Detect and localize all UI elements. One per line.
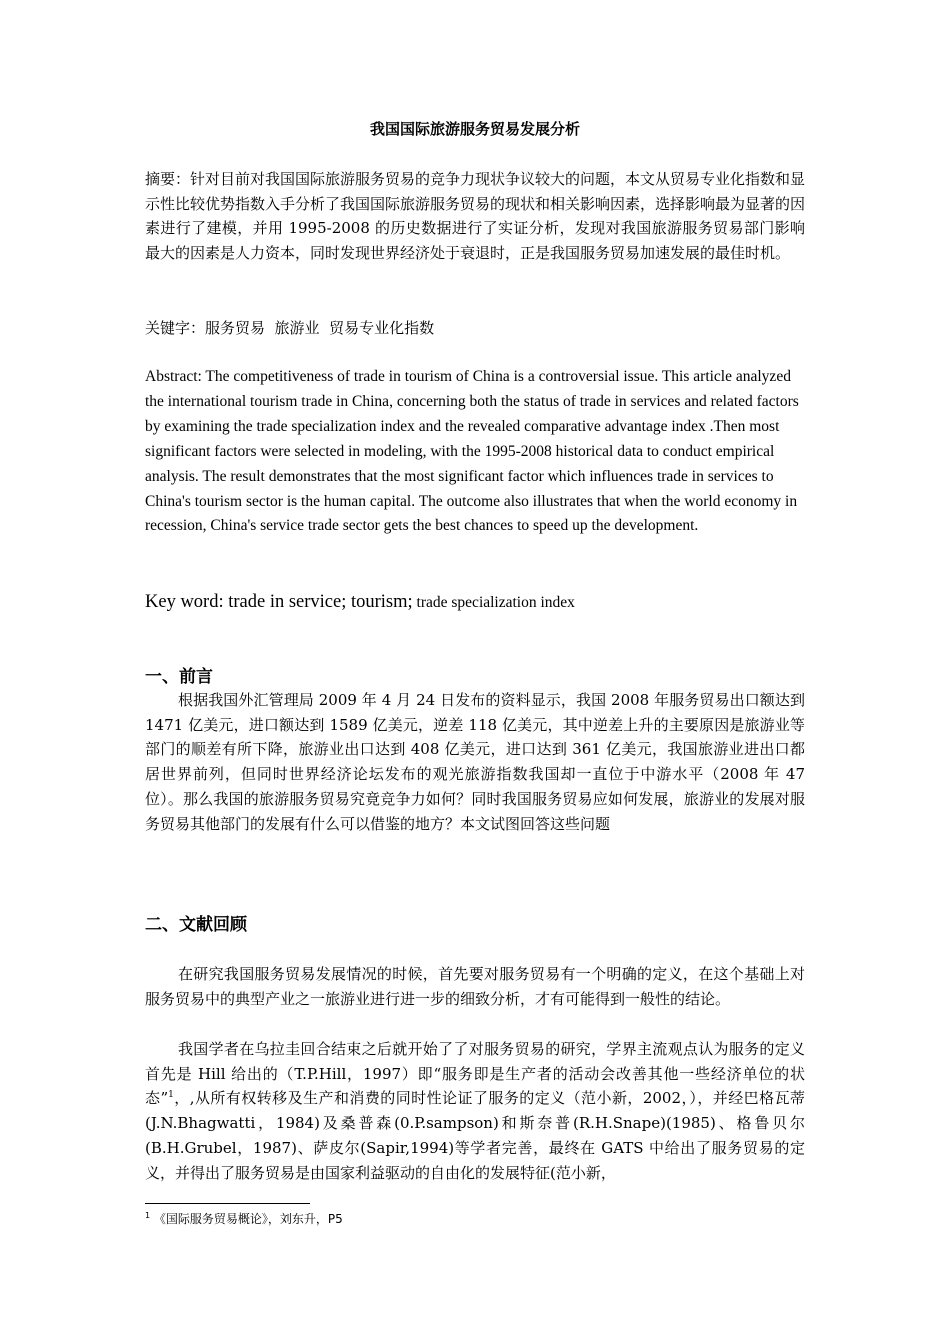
footnote: [145, 1211, 343, 1227]
literature-paragraph-1: 在研究我国服务贸易发展情况的时候，首先要对服务贸易有一个明确的定义，在这个基础上对服务贸易中的典型产业之一旅游业进行进一步的细致分析，才有可能得到一般性的结论。: [145, 965, 805, 1008]
footnote-divider: [145, 1203, 310, 1204]
footnote-reference-mark[interactable]: 1: [168, 1090, 174, 1101]
section-heading-introduction: 一、前言: [145, 667, 213, 687]
keywords-chinese: 关键字：服务贸易 旅游业 贸易专业化指数: [145, 319, 435, 337]
literature-paragraph-2-text-b: ，,从所有权转移及生产和消费的同时性论证了服务的定义（范小新，2002，），并经巴格瓦蒂(J.N.Bhagwatti，1984)及桑普森(0.P.sampson)和斯奈普(R.H.Snape)(1985)、格鲁贝尔(B.H.Grubel，1987)、萨皮尔(Sapir,1994)等学者完善，最终在 GATS 中给出了服务贸易的定义，并得出了服务贸易是由国家利益驱动的自由化的发展特征(范小新，: [145, 1089, 806, 1182]
literature-paragraph-2: [145, 1037, 805, 1185]
keywords-english-tail: trade specialization index: [412, 594, 575, 611]
footnote-text: 《国际服务贸易概论》，刘东升，P5: [150, 1212, 343, 1226]
keywords-english: [145, 590, 805, 615]
section-heading-literature-review: 二、文献回顾: [145, 915, 247, 935]
introduction-paragraph: 根据我国外汇管理局 2009 年 4 月 24 日发布的资料显示，我国 2008 年服务贸易出口额达到 1471 亿美元，进口额达到 1589 亿美元，逆差 118 亿美元，其中逆差上升的主要原因是旅游业等部门的顺差有所下降，旅游业出口达到 408 亿美元，进口达到 361 亿美元，我国旅游业进出口都居世界前列，但同时世界经济论坛发布的观光旅游指数我国却一直位于中游水平（2008 年 47 位）。那么我国的旅游服务贸易究竟竞争力如何？同时我国服务贸易应如何发展，旅游业的发展对服务贸易其他部门的发展有什么可以借鉴的地方？本文试图回答这些问题: [145, 691, 805, 833]
abstract-english: Abstract: The competitiveness of trade in tourism of China is a controversial issue. This article analyzed the international tourism trade in China, concerning both the status of trade in services and related factors by examining the trade specialization index and the revealed comparative advantage index .Then most significant factors were selected in modeling, with the 1995-2008 historical data to conduct empirical analysis. The result demonstrates that the most significant factor which influences trade in services to China's tourism sector is the human capital. The outcome also illustrates that when the world economy in recession, China's service trade sector gets the best chances to speed up the development.: [145, 368, 799, 535]
literature-paragraph-2-text-a: 我国学者在乌拉圭回合结束之后就开始了了对服务贸易的研究，学界主流观点认为服务的定义首先是 Hill 给出的（T.P.Hill，1997）即“服务即是生产者的活动会改善其他一些经济单位的状态”: [145, 1040, 805, 1108]
abstract-chinese: 摘要：针对目前对我国国际旅游服务贸易的竞争力现状争议较大的问题，本文从贸易专业化指数和显示性比较优势指数入手分析了我国国际旅游服务贸易的现状和相关影响因素，选择影响最为显著的因素进行了建模，并用 1995-2008 的历史数据进行了实证分析，发现对我国旅游服务贸易部门影响最大的因素是人力资本，同时发现世界经济处于衰退时，正是我国服务贸易加速发展的最佳时机。: [145, 170, 806, 263]
paper-title: 我国国际旅游服务贸易发展分析: [369, 120, 580, 138]
footnote-mark: 1: [145, 1211, 151, 1220]
keywords-english-main: Key word: trade in service; tourism;: [145, 592, 413, 612]
